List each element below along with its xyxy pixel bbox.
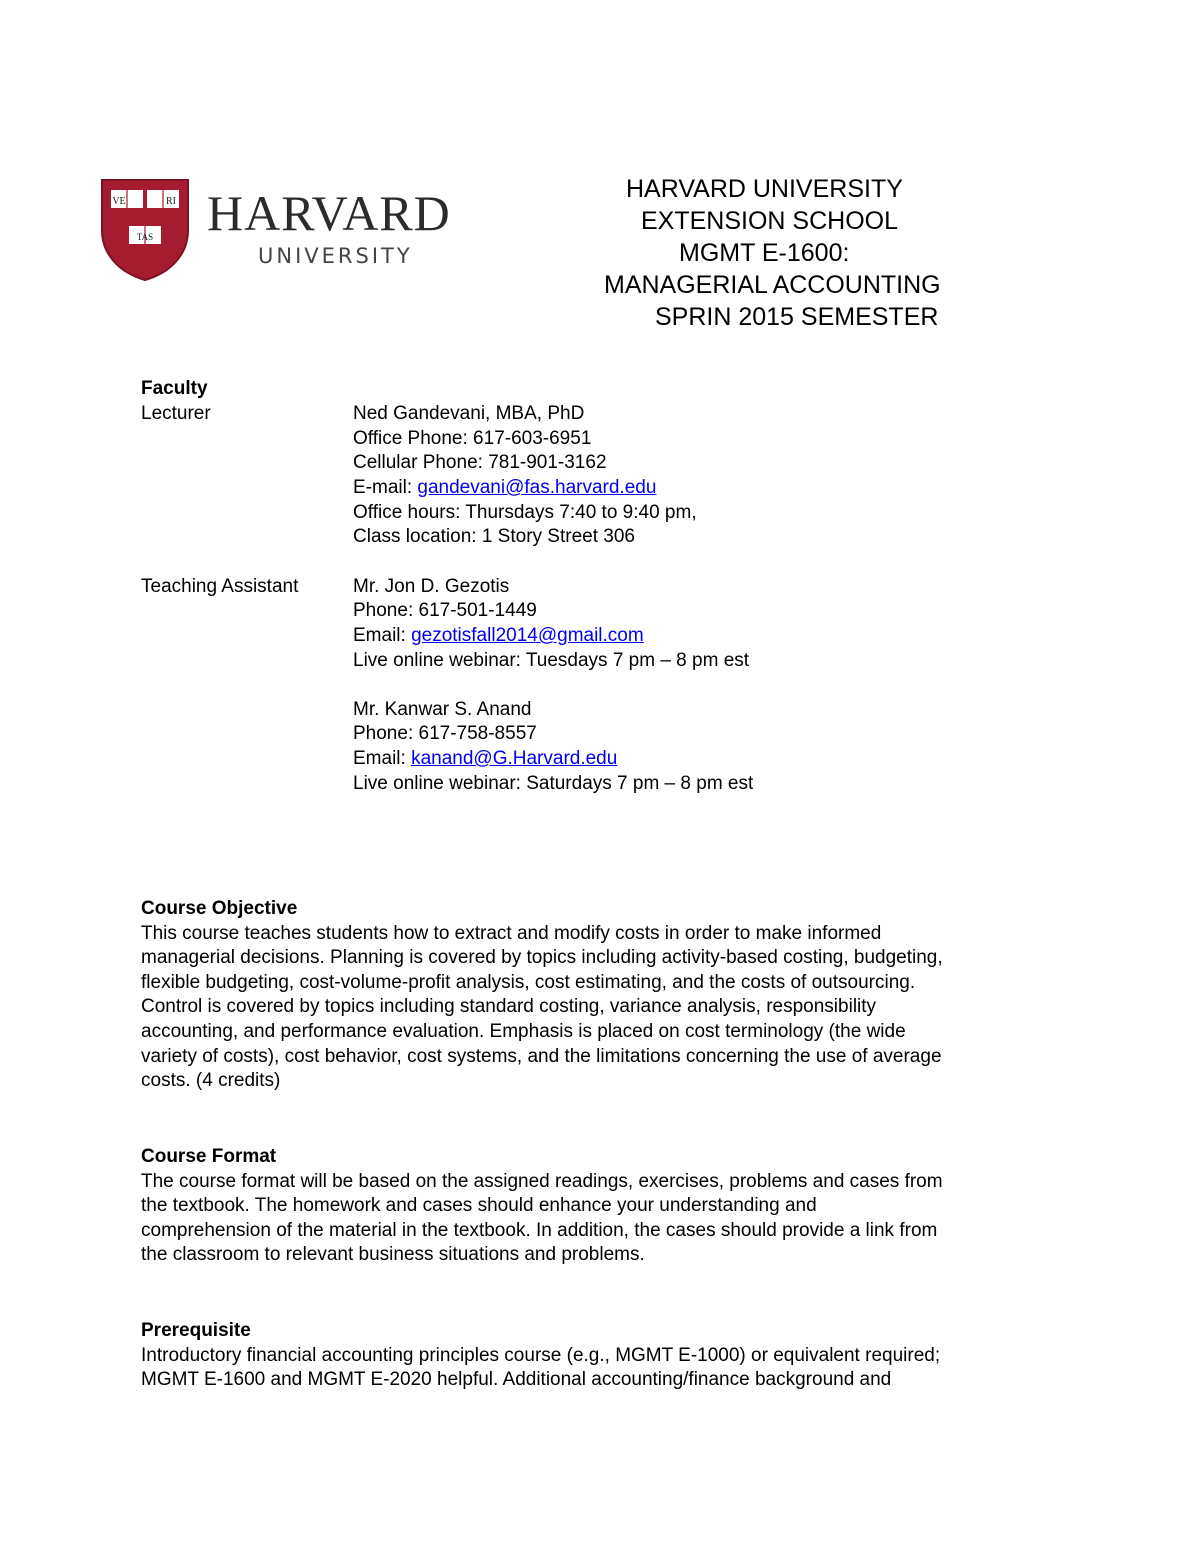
lecturer-cell-phone: Cellular Phone: 781-901-3162 [353, 452, 607, 473]
lecturer-office-phone: Office Phone: 617-603-6951 [353, 428, 592, 449]
title-line-2: EXTENSION SCHOOL [641, 207, 898, 235]
objective-line: accounting, and performance evaluation. Emphasis is placed on cost terminology (the wide [141, 1020, 906, 1042]
shield-motto-2: RI [166, 196, 176, 207]
logo-wordmark-harvard: HARVARD [207, 185, 451, 241]
logo-wordmark-university: UNIVERSITY [258, 244, 413, 268]
harvard-shield-icon [100, 178, 190, 282]
ta-2-phone: Phone: 617-758-8557 [353, 723, 537, 744]
prerequisite-line: Introductory financial accounting principles course (e.g., MGMT E-1000) or equivalent required; [141, 1344, 941, 1366]
format-line: The course format will be based on the assigned readings, exercises, problems and cases from [141, 1170, 943, 1192]
prerequisite-heading: Prerequisite [141, 1320, 251, 1341]
ta-1-email-prefix: Email: [353, 625, 412, 646]
ta-1-email-link[interactable]: gezotisfall2014@gmail.com [411, 625, 644, 646]
lecturer-label: Lecturer [141, 403, 211, 424]
title-line-3: MGMT E-1600: [679, 239, 850, 267]
format-line: the textbook. The homework and cases should enhance your understanding and [141, 1195, 817, 1217]
objective-line: This course teaches students how to extract and modify costs in order to make informed [141, 922, 882, 944]
ta-2-email-link[interactable]: kanand@G.Harvard.edu [411, 748, 618, 769]
ta-2-email-line [353, 747, 617, 772]
lecturer-email-line [353, 476, 656, 501]
lecturer-class-location: Class location: 1 Story Street 306 [353, 526, 635, 547]
course-format-heading: Course Format [141, 1146, 277, 1167]
title-line-1: HARVARD UNIVERSITY [626, 175, 903, 203]
format-line: the classroom to relevant business situations and problems. [141, 1244, 645, 1266]
format-line: comprehension of the material in the textbook. In addition, the cases should provide a link from [141, 1219, 938, 1241]
objective-line: costs. (4 credits) [141, 1070, 281, 1092]
title-line-5: SPRIN 2015 SEMESTER [655, 303, 939, 331]
prerequisite-line: MGMT E-1600 and MGMT E-2020 helpful. Additional accounting/finance background and [141, 1369, 892, 1391]
lecturer-name: Ned Gandevani, MBA, PhD [353, 403, 585, 424]
objective-line: variety of costs), cost behavior, cost systems, and the limitations concerning the use of average [141, 1045, 942, 1067]
harvard-logo [100, 178, 500, 288]
lecturer-office-hours: Office hours: Thursdays 7:40 to 9:40 pm, [353, 502, 697, 523]
ta-1-phone: Phone: 617-501-1449 [353, 600, 537, 621]
lecturer-email-link[interactable]: gandevani@fas.harvard.edu [417, 477, 657, 498]
ta-1-email-line [353, 624, 644, 649]
course-objective-heading: Course Objective [141, 898, 298, 919]
course-format-section [141, 1145, 1061, 1268]
ta-2-email-prefix: Email: [353, 748, 412, 769]
shield-motto-1: VE [112, 196, 126, 207]
objective-line: flexible budgeting, cost-volume-profit analysis, cost estimating, and the costs of outsourcing. [141, 971, 916, 993]
objective-line: managerial decisions. Planning is covered by topics including activity-based costing, budgeting, [141, 947, 943, 969]
ta-label: Teaching Assistant [141, 576, 299, 597]
ta-1-name: Mr. Jon D. Gezotis [353, 576, 510, 597]
ta-1-webinar: Live online webinar: Tuesdays 7 pm – 8 pm est [353, 650, 750, 671]
faculty-heading: Faculty [141, 378, 208, 399]
prerequisite-section [141, 1319, 1061, 1393]
ta-2-name: Mr. Kanwar S. Anand [353, 699, 532, 720]
lecturer-email-prefix: E-mail: [353, 477, 418, 498]
shield-motto-3: TAS [136, 232, 154, 242]
title-line-4: MANAGERIAL ACCOUNTING [604, 271, 941, 299]
course-objective-section [141, 897, 1061, 1094]
objective-line: Control is covered by topics including standard costing, variance analysis, responsibility [141, 996, 877, 1018]
course-title-block [560, 173, 1020, 333]
ta-2-webinar: Live online webinar: Saturdays 7 pm – 8 pm est [353, 773, 754, 794]
